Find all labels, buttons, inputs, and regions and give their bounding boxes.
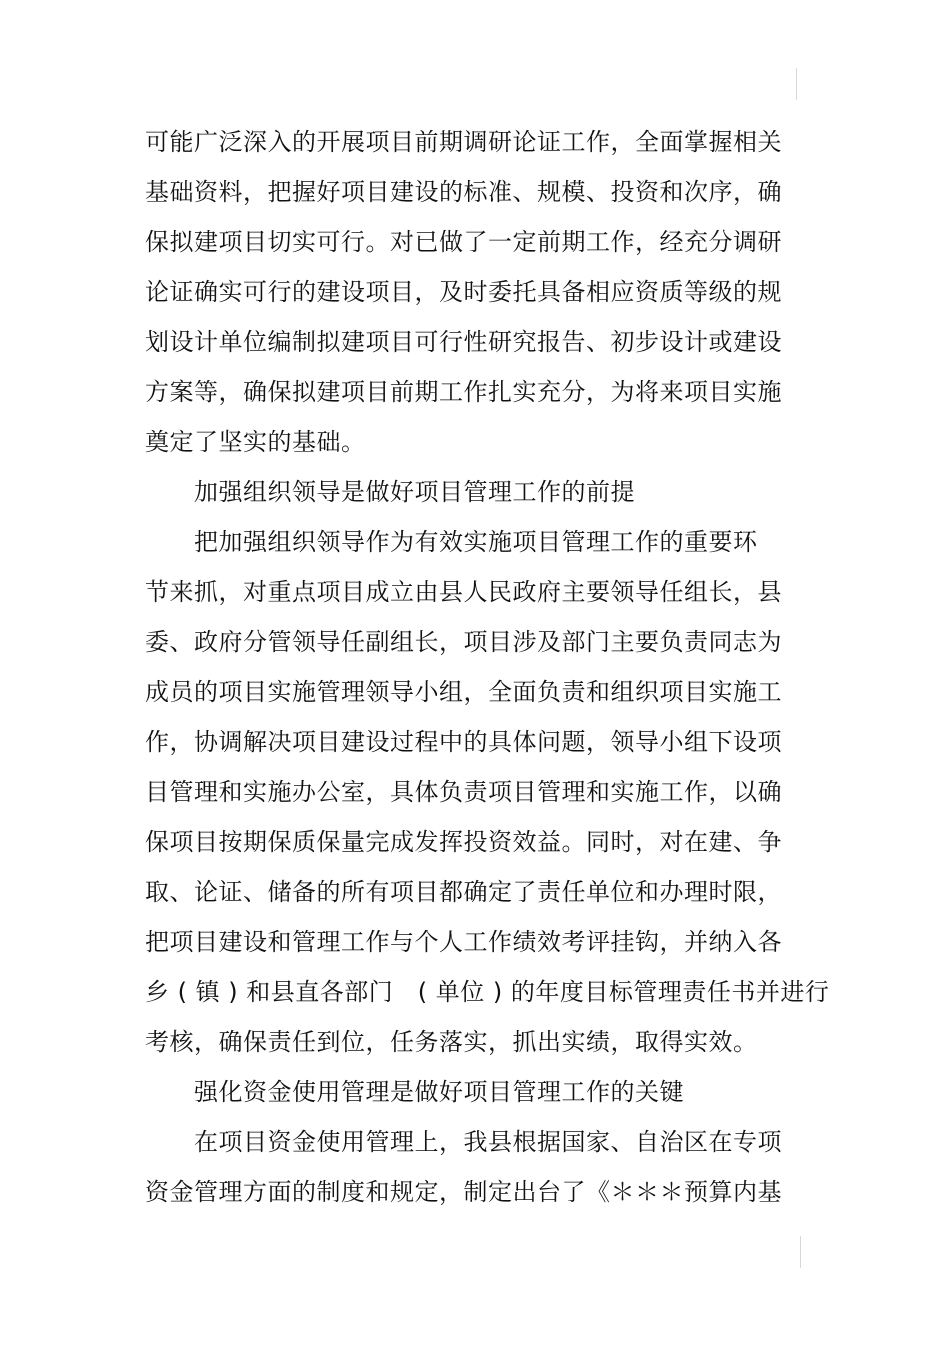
section-heading: 加强组织领导是做好项目管理工作的前提 [194,478,635,506]
body-text-line: 把加强组织领导作为有效实施项目管理工作的重要环 [194,528,758,556]
body-text-line: 乡 ( 镇 ) 和县直各部门 ( 单位 ) 的年度目标管理责任书并进行 [145,978,830,1006]
body-text-line: 把项目建设和管理工作与个人工作绩效考评挂钩，并纳入各 [145,928,782,956]
section-heading: 强化资金使用管理是做好项目管理工作的关键 [194,1078,684,1106]
body-text-line: 考核，确保责任到位，任务落实，抓出实绩，取得实效。 [145,1028,758,1056]
body-text-line: 取、论证、储备的所有项目都确定了责任单位和办理时限， [145,878,782,906]
page-edge-mark-top [796,68,797,100]
body-text-line: 可能广泛深入的开展项目前期调研论证工作，全面掌握相关 [145,128,782,156]
body-text-line: 方案等，确保拟建项目前期工作扎实充分，为将来项目实施 [145,378,782,406]
body-text-line: 委、政府分管领导任副组长，项目涉及部门主要负责同志为 [145,628,782,656]
body-text-line: 保拟建项目切实可行。对已做了一定前期工作，经充分调研 [145,228,782,256]
body-text-line: 作，协调解决项目建设过程中的具体问题，领导小组下设项 [145,728,782,756]
body-text-line: 成员的项目实施管理领导小组，全面负责和组织项目实施工 [145,678,782,706]
body-text-line: 目管理和实施办公室，具体负责项目管理和实施工作，以确 [145,778,782,806]
body-text-line: 划设计单位编制拟建项目可行性研究报告、初步设计或建设 [145,328,782,356]
body-text-line: 在项目资金使用管理上，我县根据国家、自治区在专项 [194,1128,782,1156]
body-text-line: 节来抓，对重点项目成立由县人民政府主要领导任组长，县 [145,578,782,606]
body-text-line: 资金管理方面的制度和规定，制定出台了《＊＊＊预算内基 [145,1178,782,1206]
body-text-line: 保项目按期保质保量完成发挥投资效益。同时，对在建、争 [145,828,782,856]
body-text-line: 基础资料，把握好项目建设的标准、规模、投资和次序，确 [145,178,782,206]
body-text-line: 奠定了坚实的基础。 [145,428,366,456]
page-edge-mark-bottom [800,1236,801,1268]
body-text-line: 论证确实可行的建设项目，及时委托具备相应资质等级的规 [145,278,782,306]
